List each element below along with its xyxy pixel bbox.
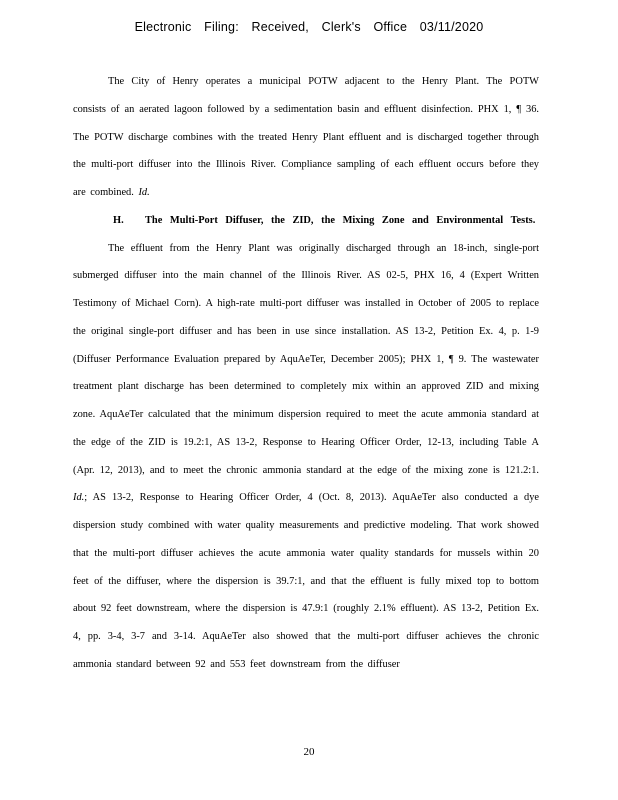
page-number: 20 [303, 746, 315, 758]
citation-id: Id. [138, 187, 150, 198]
section-heading-letter: H. [113, 214, 124, 226]
paragraph-potw-text: The City of Henry operates a municipal POTW adjacent to the Henry Plant. The POTW consists of an aerated lagoon followed by a sedimentation basin and effluent disinfection. PHX 1, ¶ 36. The POTW discharge combines with the treated Henry Plant effluent and is discharged together through the multi-port diffuser into the Illinois River. Compliance sampling of each effluent occurs before they are combined. [73, 76, 539, 198]
section-heading-title: The Multi-Port Diffuser, the ZID, the Mixing Zone and Environmental Tests. [145, 214, 536, 226]
filing-header: Electronic Filing: Received, Clerk's Office 03/11/2020 [134, 20, 484, 34]
section-heading [73, 207, 539, 235]
paragraph-potw [73, 68, 539, 207]
paragraph-diffuser-text-2: ; AS 13-2, Response to Hearing Officer Order, 4 (Oct. 8, 2013). AquAeTer also conducted a dye dispersion study combined with water quality measurements and predictive modeling. That work showed that the multi-port diffuser achieves the acute ammonia water quality standards for mussels within 20 feet of the diffuser, where the dispersion is 39.7:1, and that the effluent is fully mixed top to bottom about 92 feet downstream, where the dispersion is 47.9:1 (roughly 2.1% effluent). AS 13-2, Petition Ex. 4, pp. 3-4, 3-7 and 3-14. AquAeTer also showed that the multi-port diffuser achieves the chronic ammonia standard between 92 and 553 feet downstream from the diffuser [73, 492, 539, 670]
document-body [73, 68, 539, 679]
paragraph-diffuser [73, 235, 539, 679]
paragraph-diffuser-text-1: The effluent from the Henry Plant was originally discharged through an 18-inch, single-port submerged diffuser into the main channel of the Illinois River. AS 02-5, PHX 16, 4 (Expert Written Testimony of Michael Corn). A high-rate multi-port diffuser was installed in October of 2005 to replace the original single-port diffuser and has been in use since installation. AS 13-2, Petition Ex. 4, p. 1-9 (Diffuser Performance Evaluation prepared by AquAeTer, December 2005); PHX 1, ¶ 9. The wastewater treatment plant discharge has been determined to completely mix within an approved ZID and mixing zone. AquAeTer calculated that the minimum dispersion required to meet the acute ammonia standard at the edge of the ZID is 19.2:1, AS 13-2, Response to Hearing Officer Order, 12-13, including Table A (Apr. 12, 2013), and to meet the chronic ammonia standard at the edge of the mixing zone is 121.2:1. [73, 242, 539, 476]
citation-id: Id. [73, 492, 85, 504]
